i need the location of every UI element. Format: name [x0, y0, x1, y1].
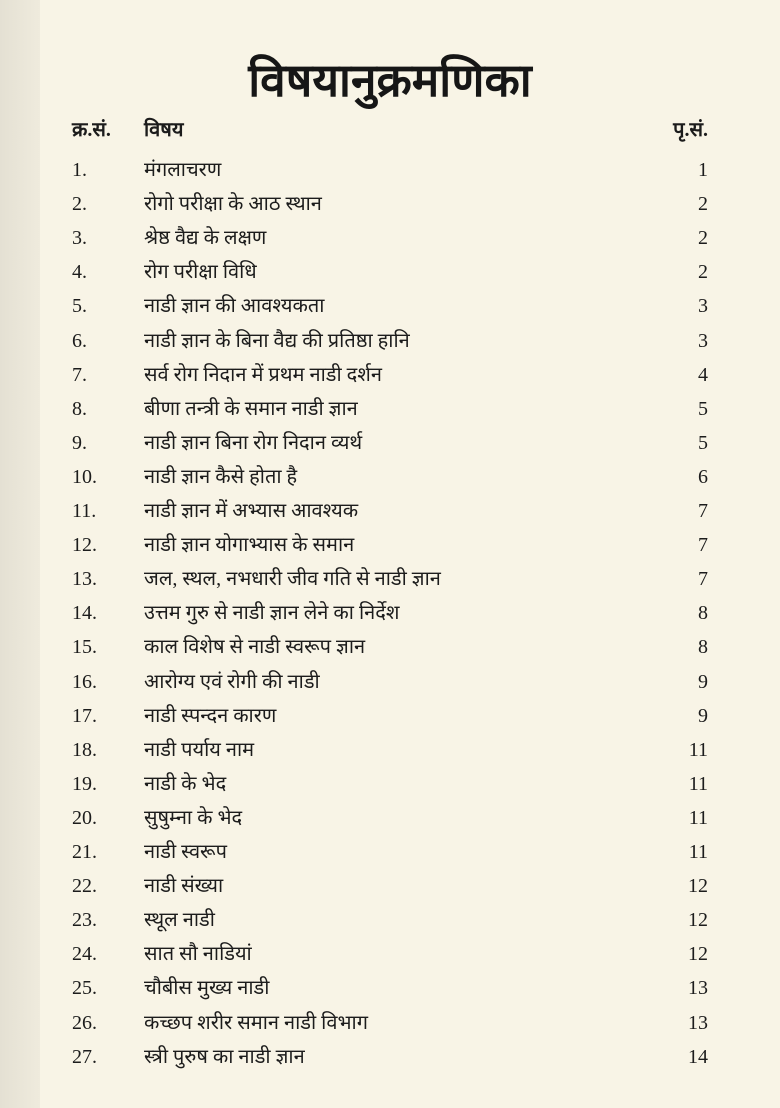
- entry-topic: चौबीस मुख्य नाडी: [144, 977, 270, 1000]
- entry-topic: स्त्री पुरुष का नाडी ज्ञान: [144, 1045, 305, 1068]
- entry-topic: नाडी ज्ञान बिना रोग निदान व्यर्थ: [144, 431, 363, 454]
- entry-number: 23.: [72, 909, 97, 932]
- entry-page: 14: [688, 1045, 708, 1068]
- entry-topic: नाडी स्पन्दन कारण: [144, 704, 277, 727]
- entry-topic: नाडी ज्ञान में अभ्यास आवश्यक: [144, 500, 359, 522]
- toc-entry: [72, 461, 712, 493]
- entry-number: 21.: [72, 841, 97, 863]
- entry-topic: रोग परीक्षा विधि: [144, 261, 257, 284]
- entry-page: 3: [698, 329, 708, 352]
- entry-page: 13: [688, 977, 708, 1000]
- entry-topic: श्रेष्ठ वैद्य के लक्षण: [144, 227, 267, 250]
- entry-page: 2: [698, 193, 708, 216]
- entry-page: 12: [688, 875, 708, 898]
- entry-topic: आरोग्य एवं रोगी की नाडी: [144, 670, 320, 693]
- entry-topic: बीणा तन्त्री के समान नाडी ज्ञान: [144, 397, 358, 420]
- entry-topic: रोगो परीक्षा के आठ स्थान: [144, 193, 322, 216]
- entry-page: 11: [688, 772, 708, 795]
- entry-page: 5: [698, 431, 708, 454]
- entry-number: 14.: [72, 602, 97, 625]
- page-gutter: [0, 0, 40, 1108]
- entry-topic: मंगलाचरण: [144, 159, 222, 181]
- entry-number: 24.: [72, 943, 97, 966]
- toc-entry: [72, 427, 712, 459]
- toc-entry: [72, 972, 712, 1004]
- entry-topic: नाडी संख्या: [144, 875, 224, 898]
- toc-entry: [72, 938, 712, 970]
- entry-page: 11: [688, 738, 708, 761]
- entry-page: 7: [698, 500, 708, 522]
- entry-page: 9: [698, 670, 708, 693]
- toc-entry: [72, 393, 712, 425]
- toc-entry: [72, 495, 712, 527]
- entry-topic: नाडी स्वरूप: [144, 841, 227, 863]
- entry-topic: स्थूल नाडी: [144, 909, 215, 932]
- toc-entry: [72, 1041, 712, 1073]
- toc-entry: [72, 154, 712, 186]
- entry-page: 11: [688, 806, 708, 829]
- entry-number: 6.: [72, 329, 87, 352]
- toc-header: [72, 114, 712, 146]
- entry-page: 3: [698, 295, 708, 318]
- toc-entry: [72, 700, 712, 732]
- entry-topic: जल, स्थल, नभधारी जीव गति से नाडी ज्ञान: [144, 568, 441, 591]
- entry-topic: सात सौ नाडियां: [144, 943, 252, 966]
- entry-page: 12: [688, 943, 708, 966]
- entry-topic: सर्व रोग निदान में प्रथम नाडी दर्शन: [144, 363, 382, 386]
- entry-number: 19.: [72, 772, 97, 795]
- toc-entry: [72, 256, 712, 288]
- entry-page: 7: [698, 534, 708, 557]
- entry-number: 7.: [72, 363, 87, 386]
- entry-number: 20.: [72, 806, 97, 829]
- toc-entry: [72, 290, 712, 322]
- toc-entry: [72, 325, 712, 357]
- entry-topic: उत्तम गुरु से नाडी ज्ञान लेने का निर्देश: [144, 602, 400, 625]
- entry-number: 26.: [72, 1011, 97, 1034]
- entry-page: 2: [698, 261, 708, 284]
- entry-page: 7: [698, 568, 708, 591]
- entry-number: 22.: [72, 875, 97, 898]
- header-num: क्र.सं.: [72, 119, 111, 141]
- entry-page: 8: [698, 602, 708, 625]
- entry-number: 2.: [72, 193, 87, 216]
- entry-number: 5.: [72, 295, 87, 318]
- entry-number: 4.: [72, 261, 87, 284]
- entry-page: 9: [698, 704, 708, 727]
- entry-number: 15.: [72, 636, 97, 659]
- entry-topic: नाडी ज्ञान कैसे होता है: [144, 465, 298, 488]
- toc-entry: [72, 597, 712, 629]
- entry-topic: नाडी पर्याय नाम: [144, 738, 255, 761]
- entry-topic: नाडी ज्ञान की आवश्यकता: [144, 295, 325, 318]
- entry-page: 12: [688, 909, 708, 932]
- toc-entry: [72, 188, 712, 220]
- entry-number: 17.: [72, 704, 97, 727]
- toc-entry: [72, 631, 712, 663]
- entry-page: 13: [688, 1011, 708, 1034]
- toc-entry: [72, 666, 712, 698]
- toc-entry: [72, 734, 712, 766]
- entry-number: 12.: [72, 534, 97, 557]
- entry-number: 9.: [72, 431, 87, 454]
- toc-entry: [72, 359, 712, 391]
- header-page: पृ.सं.: [673, 119, 708, 141]
- toc-entry: [72, 870, 712, 902]
- entry-number: 3.: [72, 227, 87, 250]
- toc-entry: [72, 222, 712, 254]
- entry-page: 8: [698, 636, 708, 659]
- entry-page: 4: [698, 363, 708, 386]
- toc-entry: [72, 1007, 712, 1039]
- toc-entry: [72, 529, 712, 561]
- entry-topic: नाडी के भेद: [144, 772, 227, 795]
- entry-number: 27.: [72, 1045, 97, 1068]
- entry-number: 13.: [72, 568, 97, 591]
- entry-number: 18.: [72, 738, 97, 761]
- entry-page: 6: [698, 465, 708, 488]
- page-title: विषयानुक्रमणिका: [248, 55, 532, 106]
- entry-topic: नाडी ज्ञान योगाभ्यास के समान: [144, 534, 355, 557]
- entry-number: 8.: [72, 397, 87, 420]
- entry-topic: सुषुम्ना के भेद: [144, 806, 243, 829]
- toc-entry: [72, 836, 712, 868]
- entry-number: 10.: [72, 465, 97, 488]
- entry-page: 2: [698, 227, 708, 250]
- entry-number: 11.: [72, 500, 97, 522]
- entry-page: 5: [698, 397, 708, 420]
- toc-entry: [72, 802, 712, 834]
- header-topic: विषय: [144, 119, 184, 141]
- entry-number: 25.: [72, 977, 97, 1000]
- toc-entry: [72, 563, 712, 595]
- entry-topic: काल विशेष से नाडी स्वरूप ज्ञान: [144, 636, 366, 659]
- entry-page: 11: [688, 841, 708, 863]
- entry-page: 1: [698, 159, 708, 181]
- toc-entry: [72, 768, 712, 800]
- entry-number: 1.: [72, 159, 87, 181]
- toc-entry: [72, 904, 712, 936]
- entry-topic: नाडी ज्ञान के बिना वैद्य की प्रतिष्ठा हानि: [144, 329, 410, 352]
- entry-topic: कच्छप शरीर समान नाडी विभाग: [144, 1011, 368, 1034]
- entry-number: 16.: [72, 670, 97, 693]
